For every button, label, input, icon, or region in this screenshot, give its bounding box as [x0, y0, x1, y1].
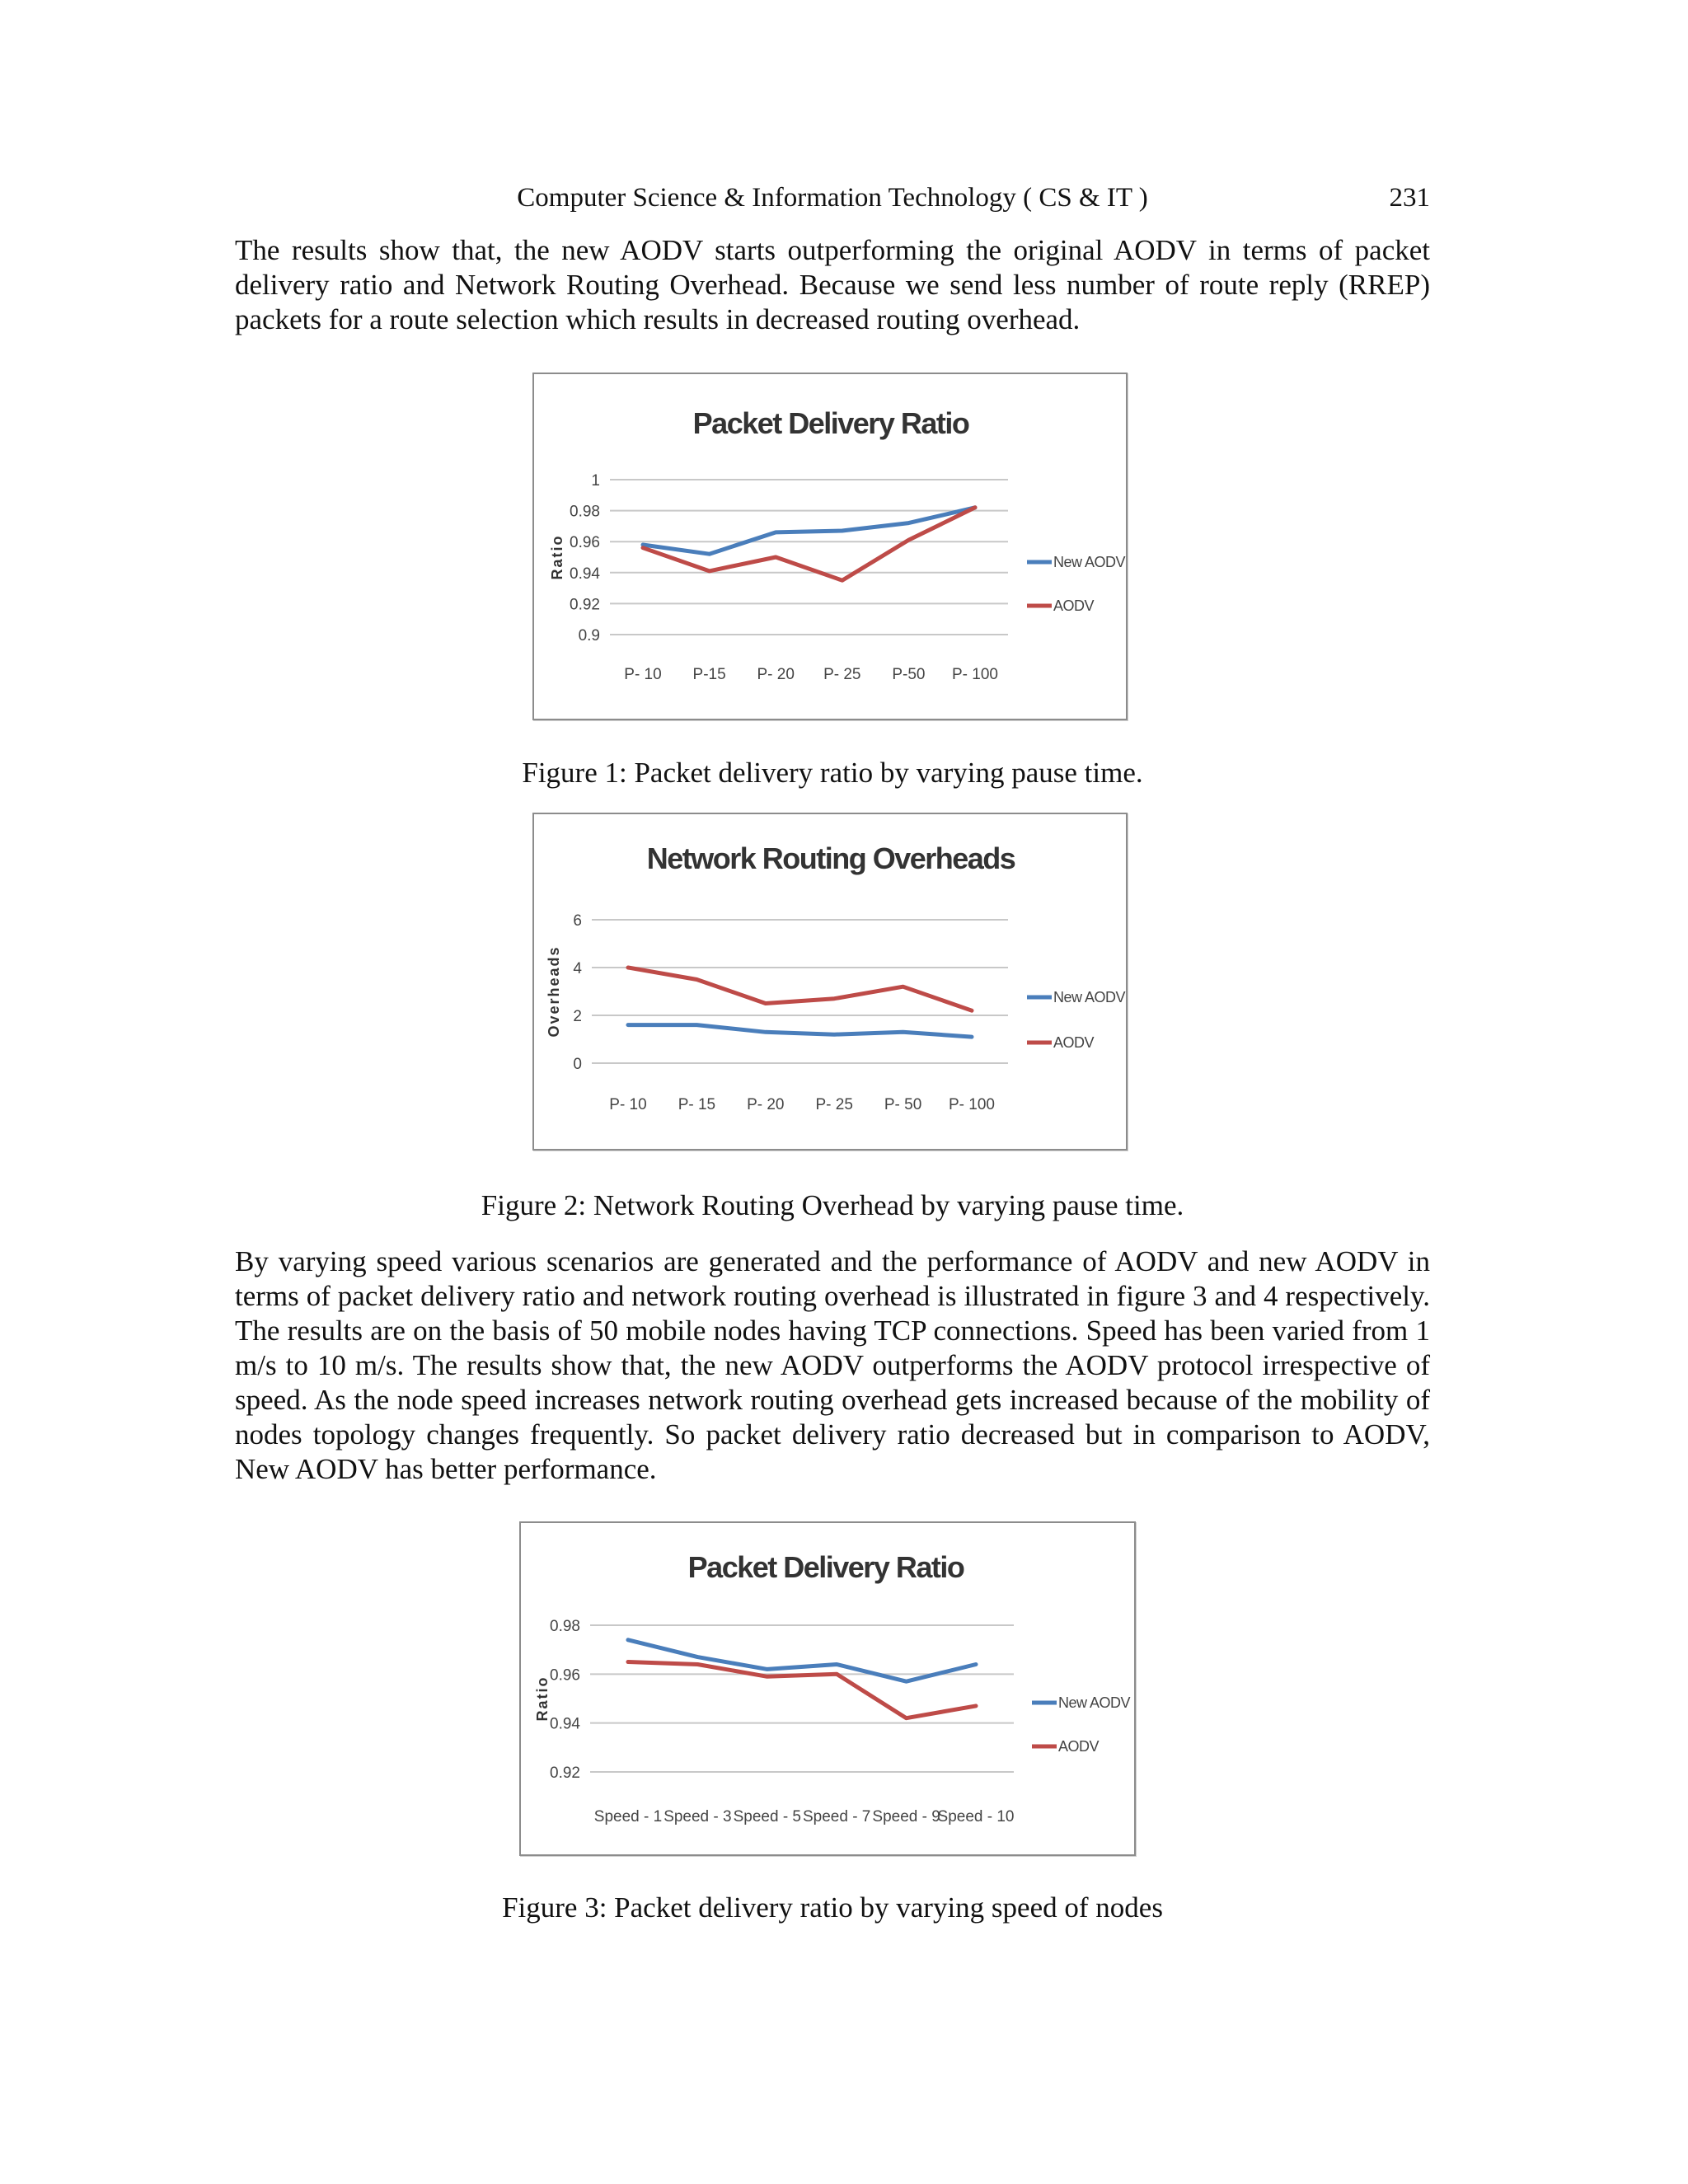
page-number: 231 [1389, 183, 1430, 213]
y-axis-label: Overheads [546, 945, 562, 1038]
chart-title: Network Routing Overheads [646, 841, 1015, 875]
y-tick-label: 0.94 [570, 565, 600, 583]
y-tick-label: 0.96 [570, 534, 600, 552]
y-axis-label: Ratio [549, 534, 565, 580]
page-header [235, 183, 1430, 224]
legend-label: AODV [1053, 1034, 1095, 1051]
chart-packet-delivery-ratio-speed [521, 1523, 1134, 1854]
paragraph-2: By varying speed various scenarios are generated and the performance of AODV and new AODV in terms of packet delivery ratio and network routing overhead is illustrated in figure 3 and 4 respectively. The results are on the basis of 50 mobile nodes having TCP connections. Speed has been varied from 1 m/s to 10 m/s. The results show that, the new AODV outperforms the AODV protocol irrespective of speed. As the node speed increases network routing overhead gets increased because of the mobility of nodes topology changes frequently. So packet delivery ratio decreased but in comparison to AODV, New AODV has better performance. [235, 1245, 1430, 1485]
x-tick-label: P-50 [892, 666, 926, 683]
legend-label: New AODV [1058, 1694, 1131, 1711]
legend-label: New AODV [1053, 554, 1126, 570]
x-tick-label: Speed - 7 [802, 1808, 871, 1825]
paragraph-1: The results show that, the new AODV starts outperforming the original AODV in terms of packet delivery ratio and Network Routing Overhead. Because we send less number of route reply (RREP) packets for a route selection which results in decreased routing overhead. [235, 234, 1430, 335]
running-title: Computer Science & Information Technology ( CS & IT ) [517, 183, 1148, 213]
chart-packet-delivery-ratio-pause [534, 374, 1126, 719]
x-tick-label: P- 15 [678, 1096, 716, 1113]
figure-2 [532, 813, 1128, 1151]
x-tick-label: P- 20 [757, 666, 795, 683]
chart-title: Packet Delivery Ratio [692, 406, 969, 440]
y-tick-label: 6 [573, 912, 582, 930]
y-tick-label: 4 [573, 960, 582, 977]
x-tick-label: P- 25 [815, 1096, 853, 1113]
y-tick-label: 0.94 [550, 1715, 580, 1733]
legend-label: AODV [1058, 1738, 1100, 1755]
series-line-1 [628, 968, 972, 1010]
x-tick-label: P-15 [692, 666, 726, 683]
y-tick-label: 1 [591, 472, 600, 490]
x-tick-label: P- 20 [747, 1096, 785, 1113]
legend-label: New AODV [1053, 989, 1126, 1005]
x-tick-label: P- 100 [952, 666, 998, 683]
legend-label: AODV [1053, 598, 1095, 614]
x-tick-label: P- 10 [609, 1096, 647, 1113]
series-line-0 [628, 1025, 972, 1038]
y-tick-label: 0.98 [550, 1618, 580, 1635]
figure-1-caption: Figure 1: Packet delivery ratio by varying pause time. [522, 757, 1143, 789]
y-tick-label: 0.9 [578, 627, 600, 644]
figure-1 [532, 373, 1128, 720]
figure-3-caption: Figure 3: Packet delivery ratio by varying speed of nodes [502, 1891, 1163, 1924]
y-tick-label: 0 [573, 1056, 582, 1073]
y-tick-label: 0.98 [570, 503, 600, 521]
figure-3 [519, 1521, 1136, 1856]
series-line-1 [628, 1662, 976, 1718]
x-tick-label: Speed - 3 [663, 1808, 732, 1825]
x-tick-label: P- 25 [823, 666, 861, 683]
x-tick-label: Speed - 1 [593, 1808, 663, 1825]
x-tick-label: P- 10 [624, 666, 662, 683]
chart-title: Packet Delivery Ratio [687, 1550, 964, 1584]
y-tick-label: 0.92 [550, 1765, 580, 1782]
y-tick-label: 0.96 [550, 1666, 580, 1685]
x-tick-label: Speed - 10 [937, 1808, 1015, 1825]
x-tick-label: Speed - 5 [733, 1808, 802, 1825]
chart-network-routing-overheads [534, 814, 1126, 1149]
y-tick-label: 2 [573, 1008, 582, 1025]
x-tick-label: Speed - 9 [872, 1808, 940, 1825]
figure-2-caption: Figure 2: Network Routing Overhead by varying pause time. [481, 1189, 1184, 1221]
x-tick-label: P- 100 [949, 1096, 995, 1113]
y-tick-label: 0.92 [570, 596, 600, 614]
y-axis-label: Ratio [534, 1675, 551, 1722]
x-tick-label: P- 50 [884, 1096, 922, 1113]
